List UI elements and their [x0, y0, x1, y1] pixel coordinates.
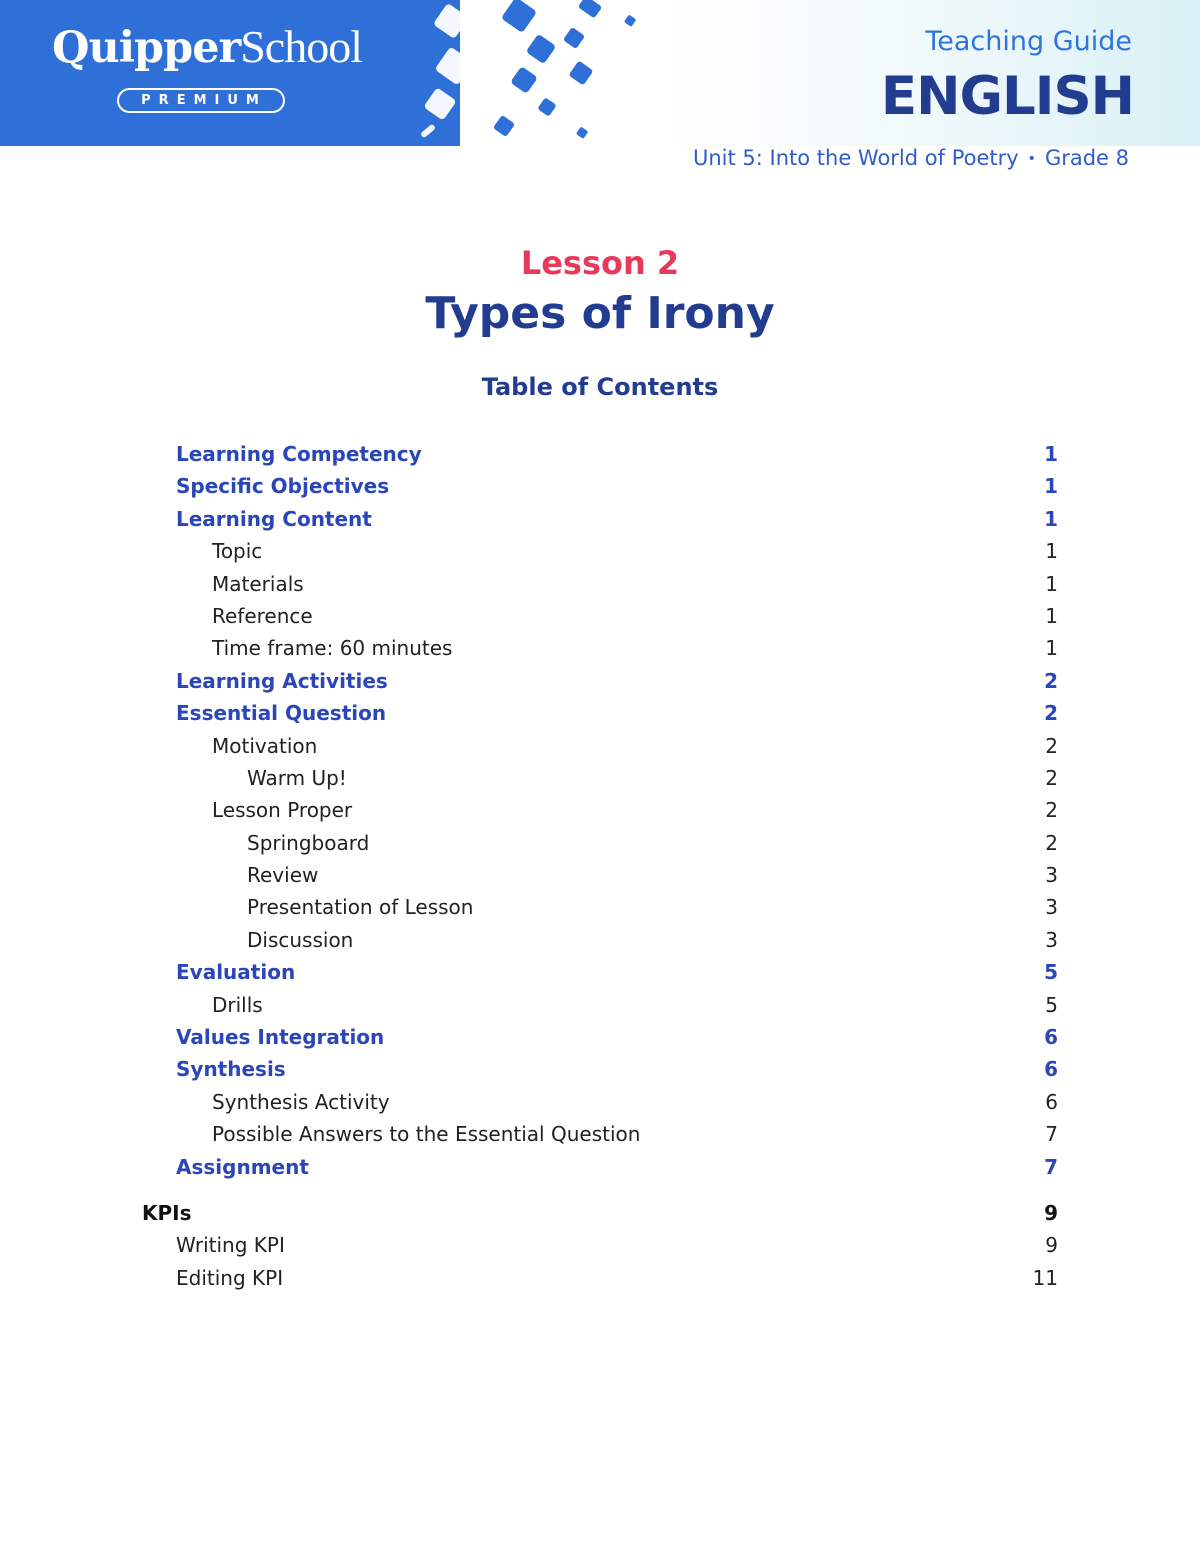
toc-item-page: 1	[1044, 506, 1058, 531]
lesson-title: Types of Irony	[425, 288, 775, 339]
toc-item[interactable]	[0, 1055, 1200, 1087]
toc-item-page: 7	[1044, 1154, 1058, 1179]
toc-item[interactable]	[0, 796, 1200, 828]
toc-item-page: 3	[1045, 927, 1058, 952]
toc-item[interactable]	[0, 861, 1200, 893]
toc-item-label: Editing KPI	[176, 1265, 284, 1290]
toc-item-label: Time frame: 60 minutes	[212, 636, 453, 661]
toc-item-page: 6	[1044, 1057, 1058, 1082]
toc-item-label: Presentation of Lesson	[247, 895, 474, 920]
toc-item-label: Possible Answers to the Essential Question	[212, 1122, 641, 1147]
toc-item[interactable]	[0, 1120, 1200, 1152]
toc-item[interactable]	[0, 829, 1200, 861]
toc-item-page: 6	[1045, 1089, 1058, 1114]
toc-item-page: 2	[1045, 798, 1058, 823]
grade-label: Grade 8	[1044, 146, 1129, 170]
quipper-school-logo	[52, 21, 362, 73]
toc-item-page: 6	[1044, 1025, 1058, 1050]
toc-item-page: 1	[1044, 474, 1058, 499]
toc-item[interactable]	[0, 570, 1200, 602]
toc-item[interactable]	[0, 926, 1200, 958]
toc-item[interactable]	[0, 1231, 1200, 1263]
logo-brand: Quipper	[52, 23, 241, 73]
toc-item-label: Writing KPI	[176, 1233, 285, 1258]
toc-item[interactable]	[0, 1153, 1200, 1185]
toc-item[interactable]	[0, 602, 1200, 634]
toc-item-page: 9	[1045, 1233, 1058, 1258]
unit-grade-line	[693, 146, 1129, 170]
toc-item-page: 2	[1044, 668, 1058, 693]
toc-item-page: 1	[1045, 636, 1058, 661]
toc-spacer	[0, 1185, 1200, 1199]
lesson-number: Lesson 2	[520, 244, 680, 282]
toc-item-label: Learning Activities	[176, 668, 388, 693]
logo-product: School	[240, 21, 362, 72]
toc-item-label: Warm Up!	[247, 765, 347, 790]
toc-item-label: Essential Question	[176, 701, 387, 726]
toc-item-label: Discussion	[247, 927, 354, 952]
toc-item[interactable]	[0, 1023, 1200, 1055]
toc-item-page: 7	[1045, 1122, 1058, 1147]
toc-heading: Table of Contents	[481, 373, 719, 401]
toc-item-page: 5	[1044, 960, 1058, 985]
toc-item-label: Lesson Proper	[212, 798, 353, 823]
toc-item-page: 2	[1045, 733, 1058, 758]
toc-item-page: 3	[1045, 863, 1058, 888]
unit-label: Unit 5: Into the World of Poetry	[692, 146, 1019, 170]
toc-item-page: 11	[1032, 1265, 1058, 1290]
subject-title: ENGLISH	[880, 66, 1134, 127]
toc-item[interactable]	[0, 958, 1200, 990]
toc-item-page: 3	[1045, 895, 1058, 920]
toc-kpi-heading[interactable]	[0, 1199, 1200, 1231]
toc-item[interactable]	[0, 634, 1200, 666]
toc-item-label: Topic	[212, 539, 263, 564]
toc-item-page: 2	[1045, 830, 1058, 855]
toc-item-label: Learning Competency	[176, 442, 422, 466]
premium-badge: PREMIUM	[117, 88, 285, 113]
toc-item[interactable]	[0, 472, 1200, 504]
toc-item[interactable]	[0, 991, 1200, 1023]
toc-item[interactable]	[0, 764, 1200, 796]
toc-item[interactable]	[0, 893, 1200, 925]
decorative-pixel-pattern	[380, 0, 650, 146]
toc-item-label: Drills	[212, 992, 263, 1017]
toc-item-label: Learning Content	[176, 506, 372, 531]
toc-item-page: 9	[1044, 1200, 1058, 1225]
toc-item[interactable]	[0, 440, 1200, 472]
teaching-guide-label: Teaching Guide	[925, 26, 1132, 57]
separator-dot: •	[1027, 151, 1036, 167]
toc-item-label: Synthesis Activity	[212, 1089, 390, 1114]
page-header	[0, 0, 1200, 146]
toc-item-label: Reference	[212, 603, 313, 628]
toc-item-page: 1	[1045, 603, 1058, 628]
toc-item-label: Review	[247, 863, 319, 888]
toc-item-label: Springboard	[247, 830, 370, 855]
toc-item[interactable]	[0, 1088, 1200, 1120]
toc-item-page: 1	[1045, 571, 1058, 596]
toc-item-label: Specific Objectives	[176, 474, 390, 499]
toc-item[interactable]	[0, 732, 1200, 764]
toc-item-page: 5	[1045, 992, 1058, 1017]
toc-item-label: Motivation	[212, 733, 318, 758]
toc-item[interactable]	[0, 667, 1200, 699]
brand-banner	[0, 0, 430, 146]
toc-item[interactable]	[0, 505, 1200, 537]
toc-item[interactable]	[0, 537, 1200, 569]
toc-item-label: Values Integration	[176, 1025, 385, 1050]
toc-item-label: Assignment	[176, 1154, 309, 1179]
toc-item-label: Materials	[212, 571, 304, 596]
toc-item-page: 2	[1044, 701, 1058, 726]
toc-item-page: 1	[1044, 442, 1058, 466]
toc-item-label: Synthesis	[176, 1057, 286, 1082]
toc-item-page: 1	[1045, 539, 1058, 564]
toc-item-page: 2	[1045, 765, 1058, 790]
toc-item-label: Evaluation	[176, 960, 296, 985]
toc-item-label: KPIs	[142, 1200, 192, 1225]
toc-item[interactable]	[0, 699, 1200, 731]
table-of-contents	[0, 440, 1200, 1296]
toc-item[interactable]	[0, 1264, 1200, 1296]
